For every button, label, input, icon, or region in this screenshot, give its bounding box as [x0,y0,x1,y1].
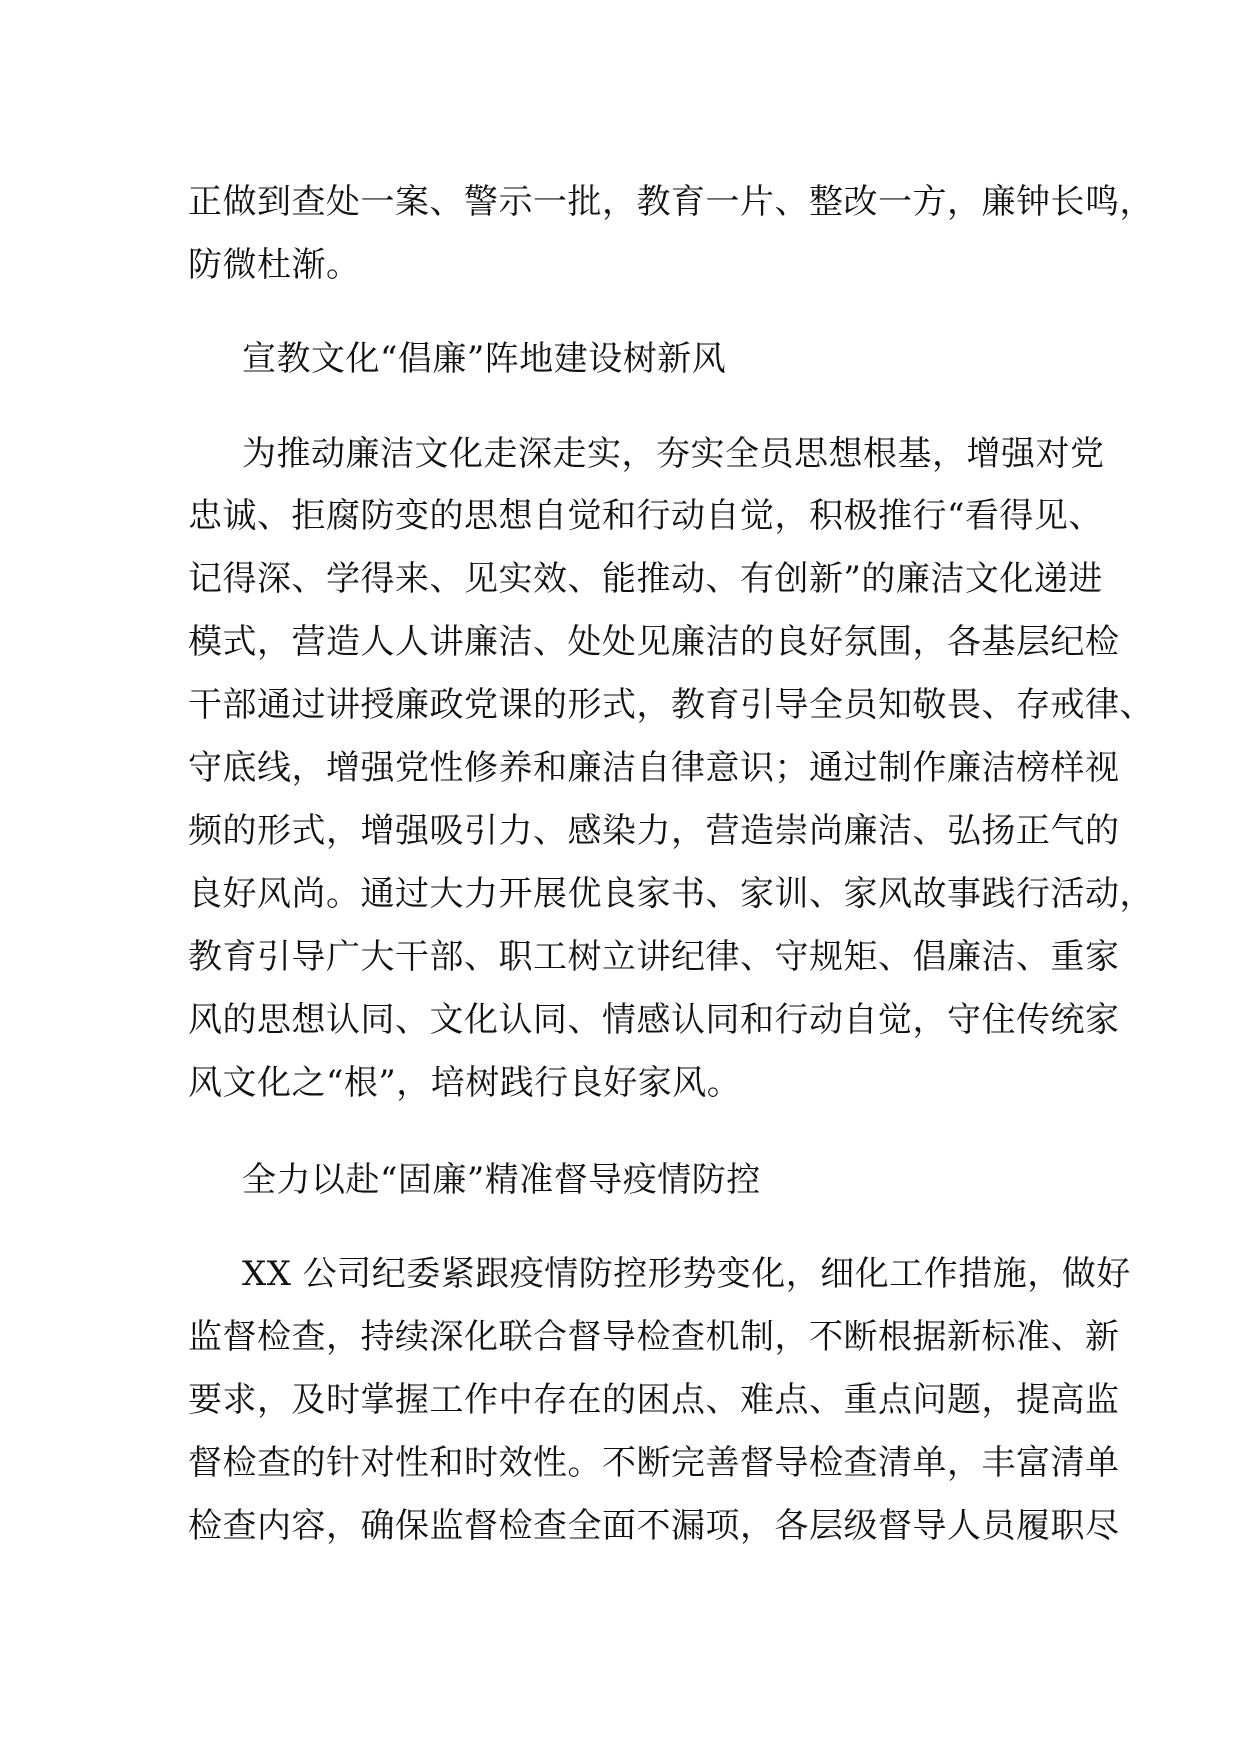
paragraph-1-line-1: 正做到查处一案、警示一批，教育一片、整改一方，廉钟长鸣， [188,182,1154,222]
paragraph-3-line-5: 检查内容，确保监督检查全面不漏项，各层级督导人员履职尽 [188,1506,1120,1546]
paragraph-2-line-8: 良好风尚。通过大力开展优良家书、家训、家风故事践行活动， [188,874,1154,914]
paragraph-1-line-2: 防微杜渐。 [188,245,361,285]
paragraph-3-line-1: XX 公司纪委紧跟疫情防控形势变化，细化工作措施，做好 [242,1254,1131,1294]
paragraph-3-line-4: 督检查的针对性和时效性。不断完善督导检查清单，丰富清单 [188,1443,1120,1483]
paragraph-3-line-2: 监督检查，持续深化联合督导检查机制，不断根据新标准、新 [188,1317,1120,1357]
paragraph-2-line-6: 守底线，增强党性修养和廉洁自律意识；通过制作廉洁榜样视 [188,748,1120,788]
paragraph-2-line-1: 为推动廉洁文化走深走实，夯实全员思想根基，增强对党 [242,434,1105,474]
paragraph-2-line-2: 忠诚、拒腐防变的思想自觉和行动自觉，积极推行“看得见、 [188,496,1103,536]
paragraph-2-line-4: 模式，营造人人讲廉洁、处处见廉洁的良好氛围，各基层纪检 [188,622,1120,662]
paragraph-2-line-3: 记得深、学得来、见实效、能推动、有创新”的廉洁文化递进 [188,559,1103,599]
paragraph-2-line-11: 风文化之“根”，培树践行良好家风。 [188,1063,742,1103]
paragraph-2-line-7: 频的形式，增强吸引力、感染力，营造崇尚廉洁、弘扬正气的 [188,811,1120,851]
paragraph-3-line-3: 要求，及时掌握工作中存在的困点、难点、重点问题，提高监 [188,1380,1120,1420]
paragraph-2-line-9: 教育引导广大干部、职工树立讲纪律、守规矩、倡廉洁、重家 [188,937,1120,977]
paragraph-2-line-5: 干部通过讲授廉政党课的形式，教育引导全员知敬畏、存戒律、 [188,685,1154,725]
section-heading-2: 全力以赴“固廉”精准督导疫情防控 [242,1160,761,1200]
paragraph-2-line-10: 风的思想认同、文化认同、情感认同和行动自觉，守住传统家 [188,1000,1120,1040]
section-heading-1: 宣教文化“倡廉”阵地建设树新风 [242,339,727,379]
